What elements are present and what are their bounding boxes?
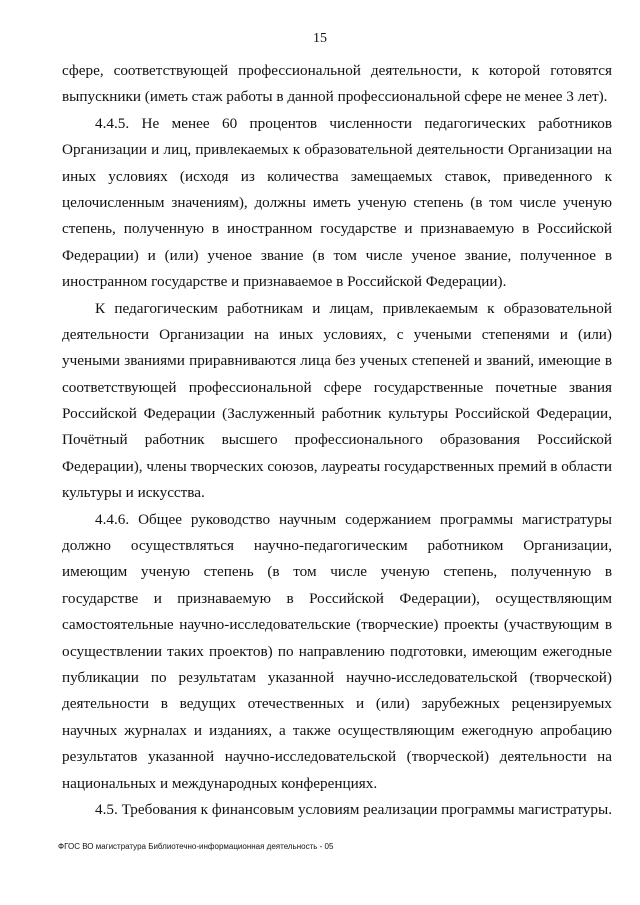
text-line: деятельности Организации на иных условиях, с учеными степенями и (или) [62, 325, 612, 343]
text-line: выпускники (иметь стаж работы в данной профессиональной сфере не менее 3 лет). [62, 88, 608, 106]
text-line: результатов указанной научно-исследовательской (творческой) деятельности на [62, 748, 612, 766]
text-line: иностранном государстве и признаваемое в Российской Федерации). [62, 273, 507, 291]
text-line: сфере, соответствующей профессиональной деятельности, к которой готовятся [62, 62, 612, 79]
text-line: государстве и признаваемую в Российской Федерации), осуществляющим [62, 589, 612, 607]
text-line: Почётный работник высшего профессионального образования Российской [62, 431, 612, 449]
text-line: имеющим ученую степень (в том числе ученую степень, полученную в [62, 563, 612, 581]
text-line: 4.5. Требования к финансовым условиям реализации программы магистратуры. [95, 800, 612, 818]
text-line: деятельности в ведущих отечественных и (или) зарубежных рецензируемых [62, 695, 612, 713]
page-number: 15 [313, 31, 327, 46]
text-line: должно осуществляться научно-педагогическим работником Организации, [62, 537, 612, 555]
text-line: степень, полученную в иностранном государстве и признаваемую в Российской [62, 220, 612, 238]
text-line: национальных и международных конференциях. [62, 774, 378, 792]
text-line: Организации и лиц, привлекаемых к образовательной деятельности Организации на [62, 141, 612, 159]
text-line: публикации по результатам указанной научно-исследовательской (творческой) [62, 668, 612, 686]
text-line: осуществлении таких проектов) по направлению подготовки, имеющим ежегодные [62, 642, 612, 660]
text-line: иных условиях (исходя из количества замещаемых ставок, приведенного к [62, 167, 612, 185]
text-line: 4.4.6. Общее руководство научным содержанием программы магистратуры [95, 510, 612, 528]
text-line: соответствующей профессиональной сфере государственные почетные звания [62, 378, 612, 396]
text-line: целочисленным значениям), должны иметь ученую степень (в том числе ученую [62, 193, 612, 211]
text-line: культуры и искусства. [62, 484, 205, 502]
text-line: учеными званиями приравниваются лица без ученых степеней и званий, имеющие в [62, 352, 612, 370]
text-line: Федерации), члены творческих союзов, лауреаты государственных премий в области [62, 457, 612, 475]
page-footer: ФГОС ВО магистратура Библиотечно-информационная деятельность - 05 [58, 842, 334, 851]
document-body [62, 58, 612, 823]
text-line: Российской Федерации (Заслуженный работник культуры Российской Федерации, [62, 405, 612, 423]
text-line: К педагогическим работникам и лицам, привлекаемым к образовательной [95, 299, 612, 317]
text-line: научных журналах и изданиях, а также осуществляющим ежегодную апробацию [62, 721, 612, 739]
text-line: Федерации) и (или) ученое звание (в том числе ученое звание, полученное в [62, 246, 612, 264]
text-line: самостоятельные научно-исследовательские (творческие) проекты (участвующим в [62, 616, 612, 634]
text-line: 4.4.5. Не менее 60 процентов численности педагогических работников [95, 114, 612, 132]
